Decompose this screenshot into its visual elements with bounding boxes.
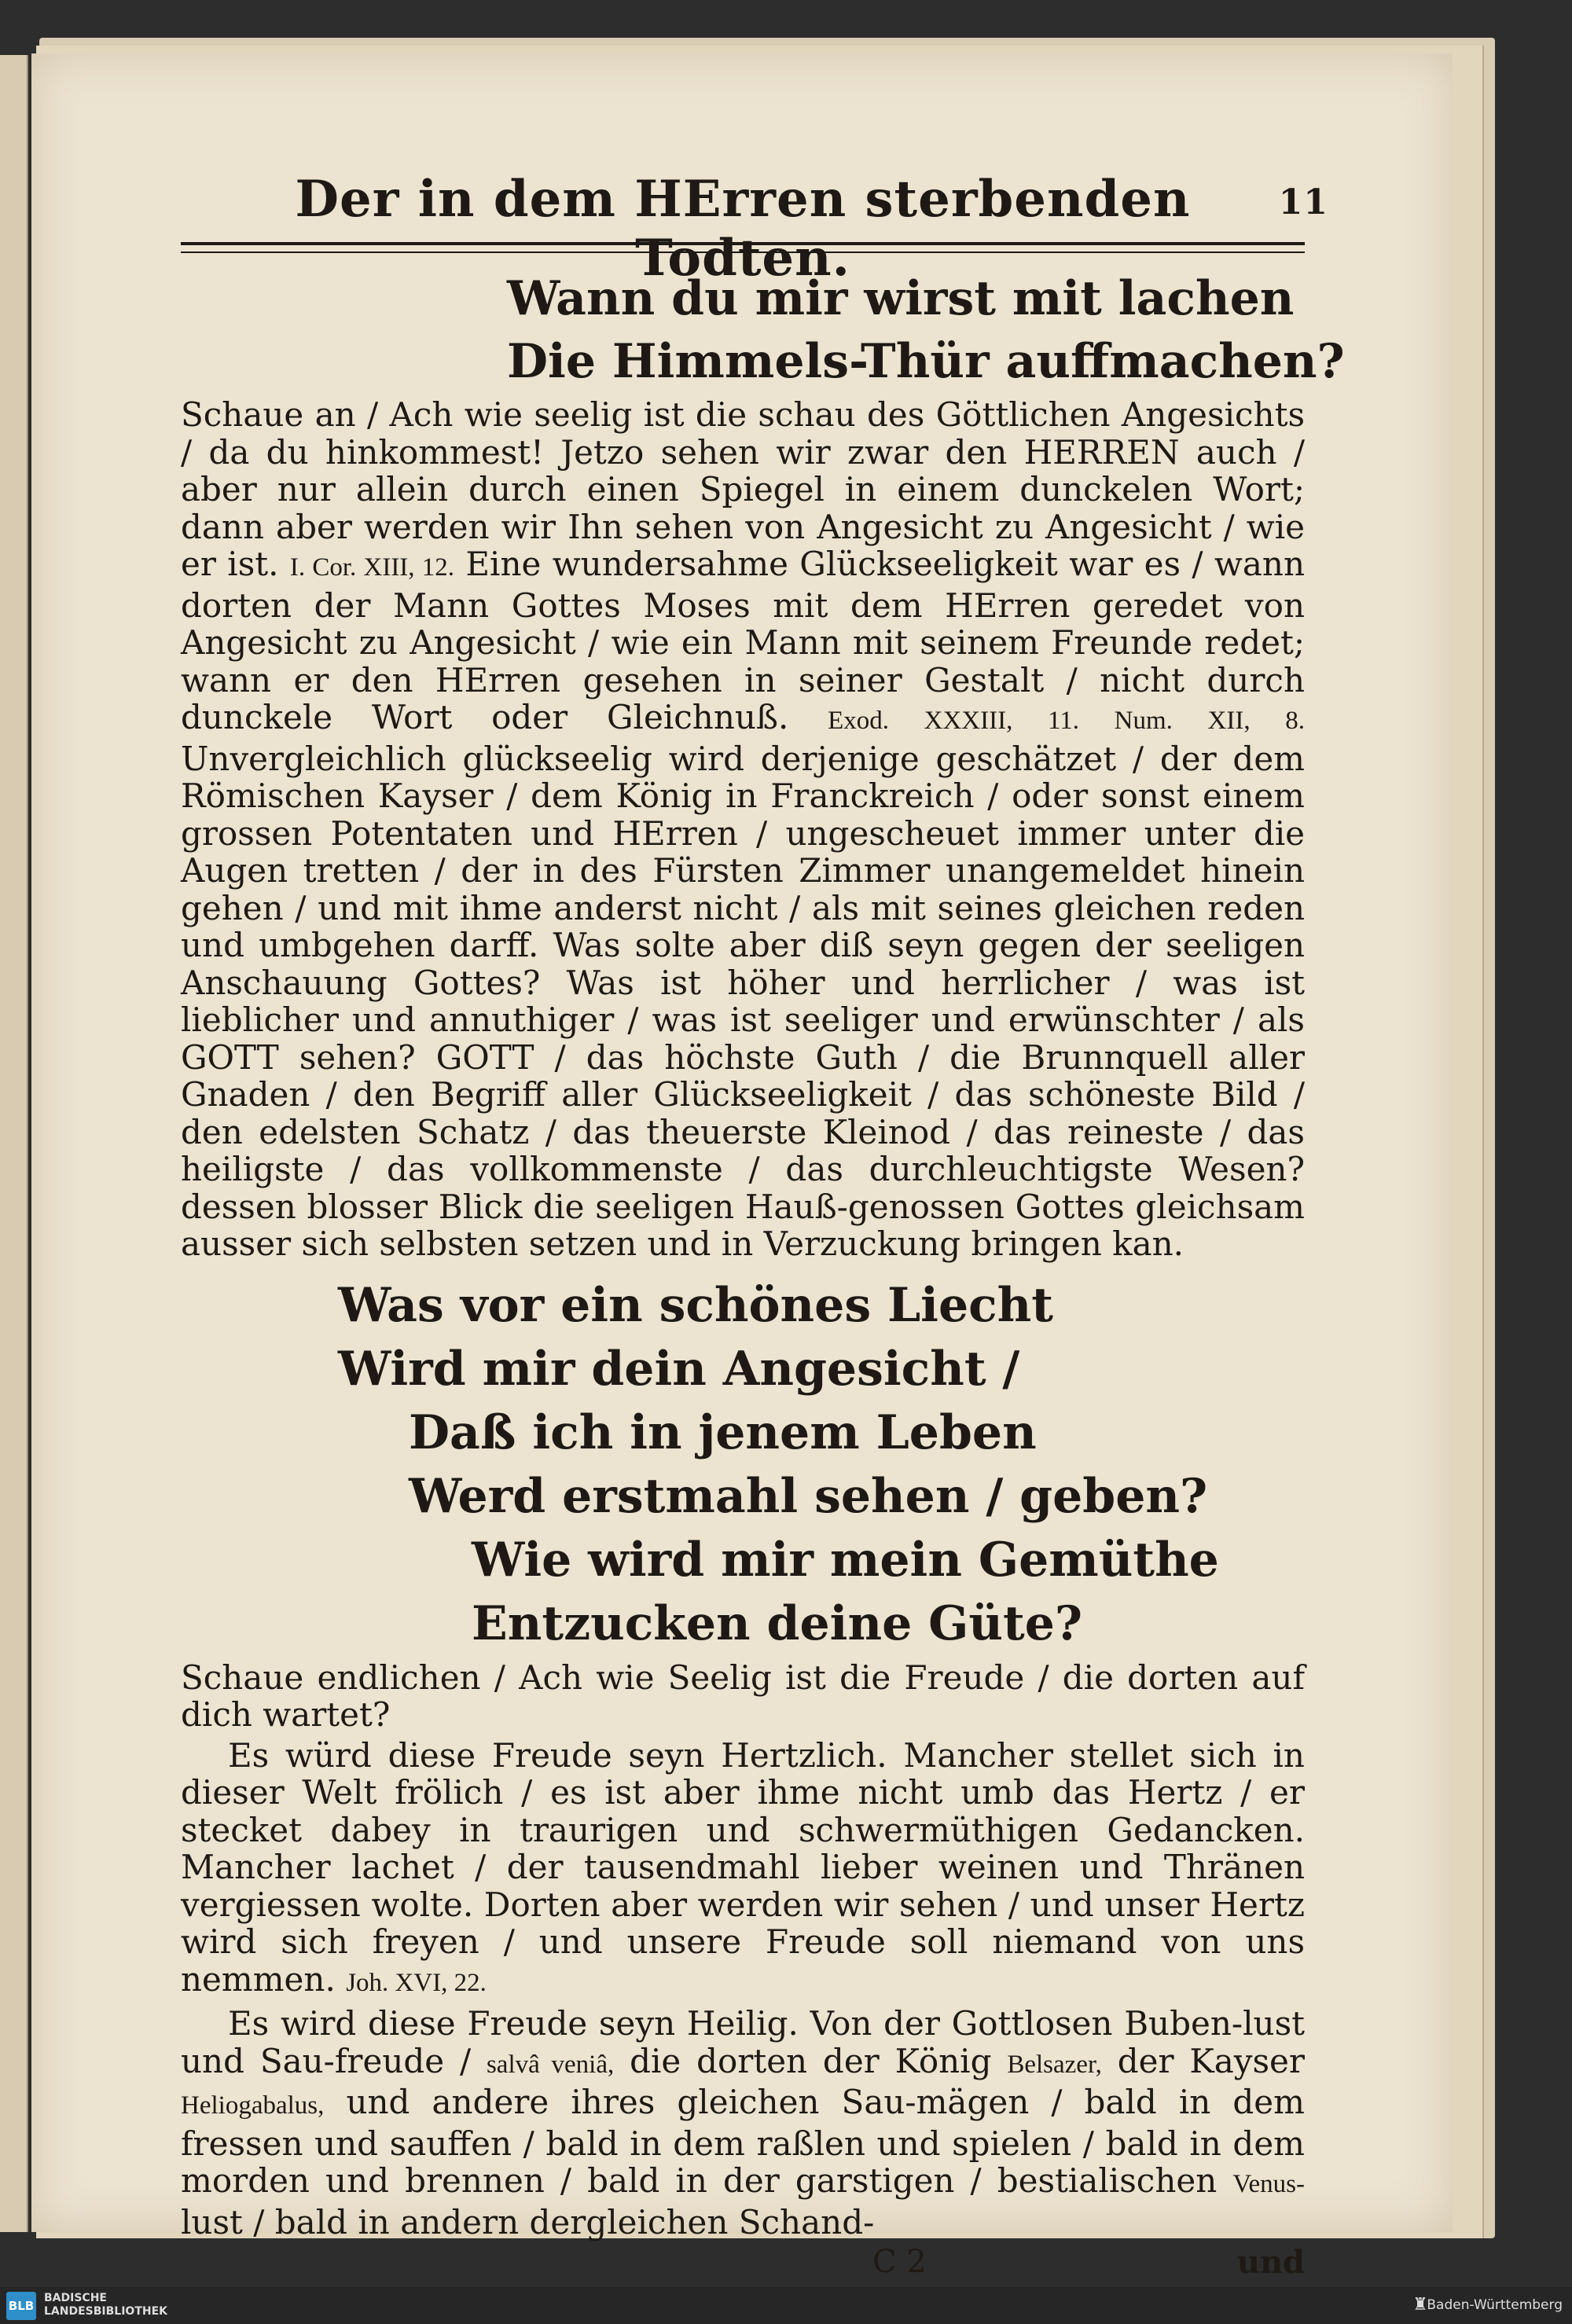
paragraph-text: Schaue endlichen / Ach wie Seelig ist die Freude / die dorten auf dich wartet? bbox=[181, 1658, 1305, 1734]
paragraph-text: und andere ihres gleichen Sau-mägen / bald in dem fressen und sauffen / bald in dem raßlen und spielen / bald in dem morden und brennen / bald in der garstigen / bestialischen bbox=[181, 2083, 1305, 2200]
verse-line: Wie wird mir mein Gemüthe bbox=[472, 1532, 1219, 1588]
paragraph-2 bbox=[181, 1659, 1305, 1734]
paragraph-text: Schaue an / Ach wie seelig ist die schau des Göttlichen Angesichts / da du hinkommest! Jetzo sehen wir zwar den HERREN auch / aber nur allein durch einen Spiegel in einem dunckelen Wort; dann aber werden wir Ihn sehen von Angesicht zu Angesicht / wie er ist. bbox=[181, 395, 1305, 583]
verse-line: Daß ich in jenem Leben bbox=[409, 1404, 1037, 1460]
proper-name: Venus- bbox=[1232, 2170, 1305, 2198]
state-crest-icon: ♜ bbox=[1412, 2295, 1428, 2315]
library-name-line: BADISCHE bbox=[44, 2292, 107, 2304]
paragraph-text: Es würd diese Freude seyn Hertzlich. Mancher stellet sich in dieser Welt frölich / es ist aber ihme nicht umb das Hertz / er stecket dabey in traurigen und schwermüthigen Gedancken. Mancher lachet / der tausendmahl lieber weinen und Thränen vergiessen wolte. Dorten aber werden wir sehen / und unser Hertz wird sich freyen / und unsere Freude soll niemand von uns nemmen. bbox=[181, 1735, 1305, 1999]
verse-line: Entzucken deine Güte? bbox=[472, 1595, 1083, 1651]
library-name-line: LANDESBIBLIOTHEK bbox=[44, 2305, 168, 2318]
proper-name: Heliogabalus, bbox=[181, 2091, 325, 2120]
scripture-reference: I. Cor. XIII, 12. bbox=[289, 553, 455, 582]
book-page bbox=[31, 53, 1453, 2281]
footer-bar bbox=[0, 2287, 1572, 2324]
catchline bbox=[181, 2241, 1305, 2288]
paragraph-3 bbox=[181, 1737, 1305, 2003]
running-title: Der in dem HErren sterbenden Todten. bbox=[295, 170, 1191, 288]
running-head bbox=[181, 163, 1328, 288]
blb-logo-icon[interactable]: BLB bbox=[6, 2292, 36, 2320]
previous-page-edge bbox=[0, 55, 28, 2232]
signature-mark: C 2 bbox=[872, 2244, 927, 2280]
paragraph-text: die dorten der König bbox=[630, 2041, 992, 2080]
verse-line: Wird mir dein Angesicht / bbox=[338, 1341, 1020, 1397]
library-name[interactable] bbox=[44, 2292, 167, 2318]
latin-phrase: salvâ veniâ, bbox=[486, 2050, 615, 2079]
verse-line: Wann du mir wirst mit lachen bbox=[507, 271, 1295, 326]
page-number: 11 bbox=[1278, 182, 1328, 222]
page-content bbox=[181, 163, 1345, 2288]
scripture-reference: Exod. XXXIII, 11. Num. XII, 8. bbox=[828, 707, 1305, 735]
verse-line: Die Himmels-Thür auffmachen? bbox=[507, 334, 1345, 389]
scripture-reference: Joh. XVI, 22. bbox=[346, 1968, 487, 1997]
paragraph-1 bbox=[181, 396, 1305, 1263]
state-name[interactable]: Baden-Württemberg bbox=[1427, 2297, 1563, 2313]
paragraph-text: Eine wundersahme Glückseeligkeit war es / wann dorten der Mann Gottes Moses mit dem HErren geredet von Angesicht zu Angesicht / wie ein Mann mit seinem Freunde redet; wann er den HErren gesehen in seiner Gestalt / nicht durch dunckele Wort oder Gleichnuß. bbox=[181, 545, 1305, 736]
catchword: und bbox=[1236, 2244, 1305, 2281]
paragraph-4 bbox=[181, 2005, 1305, 2241]
paragraph-text: der Kayser bbox=[1117, 2041, 1305, 2080]
proper-name: Belsazer, bbox=[1007, 2050, 1102, 2079]
verse-block-2 bbox=[181, 1274, 1305, 1656]
verse-line: Werd erstmahl sehen / geben? bbox=[409, 1468, 1208, 1524]
paragraph-text: lust / bald in andern dergleichen Schand- bbox=[181, 2202, 875, 2241]
paragraph-text: Es wird diese Freude seyn Heilig. Von der Gottlosen Buben-lust und Sau-freude / bbox=[181, 2004, 1305, 2080]
verse-line: Was vor ein schönes Liecht bbox=[338, 1277, 1054, 1333]
paragraph-text: Unvergleichlich glückseelig wird derjenige geschätzet / der dem Römischen Kayser / dem König in Franckreich / oder sonst einem grossen Potentaten und HErren / ungescheuet immer unter die Augen tretten / der in des Fürsten Zimmer unangemeldet hinein gehen / und mit ihme anderst nicht / als mit seines gleichen reden und umbgehen darff. Was solte aber diß seyn gegen der seeligen Anschauung Gottes? Was ist höher und herrlicher / was ist lieblicher und annuthiger / was ist seeliger und erwünschter / als GOTT sehen? GOTT / das höchste Guth / die Brunnquell aller Gnaden / den Begriff aller Glückseeligkeit / das schöneste Bild / den edelsten Schatz / das theuerste Kleinod / das reineste / das heiligste / das vollkommenste / das durchleuchtigste Wesen? dessen blosser Blick die seeligen Hauß-genossen Gottes gleichsam ausser sich selbsten setzen und in Verzuckung bringen kan. bbox=[181, 739, 1305, 1263]
